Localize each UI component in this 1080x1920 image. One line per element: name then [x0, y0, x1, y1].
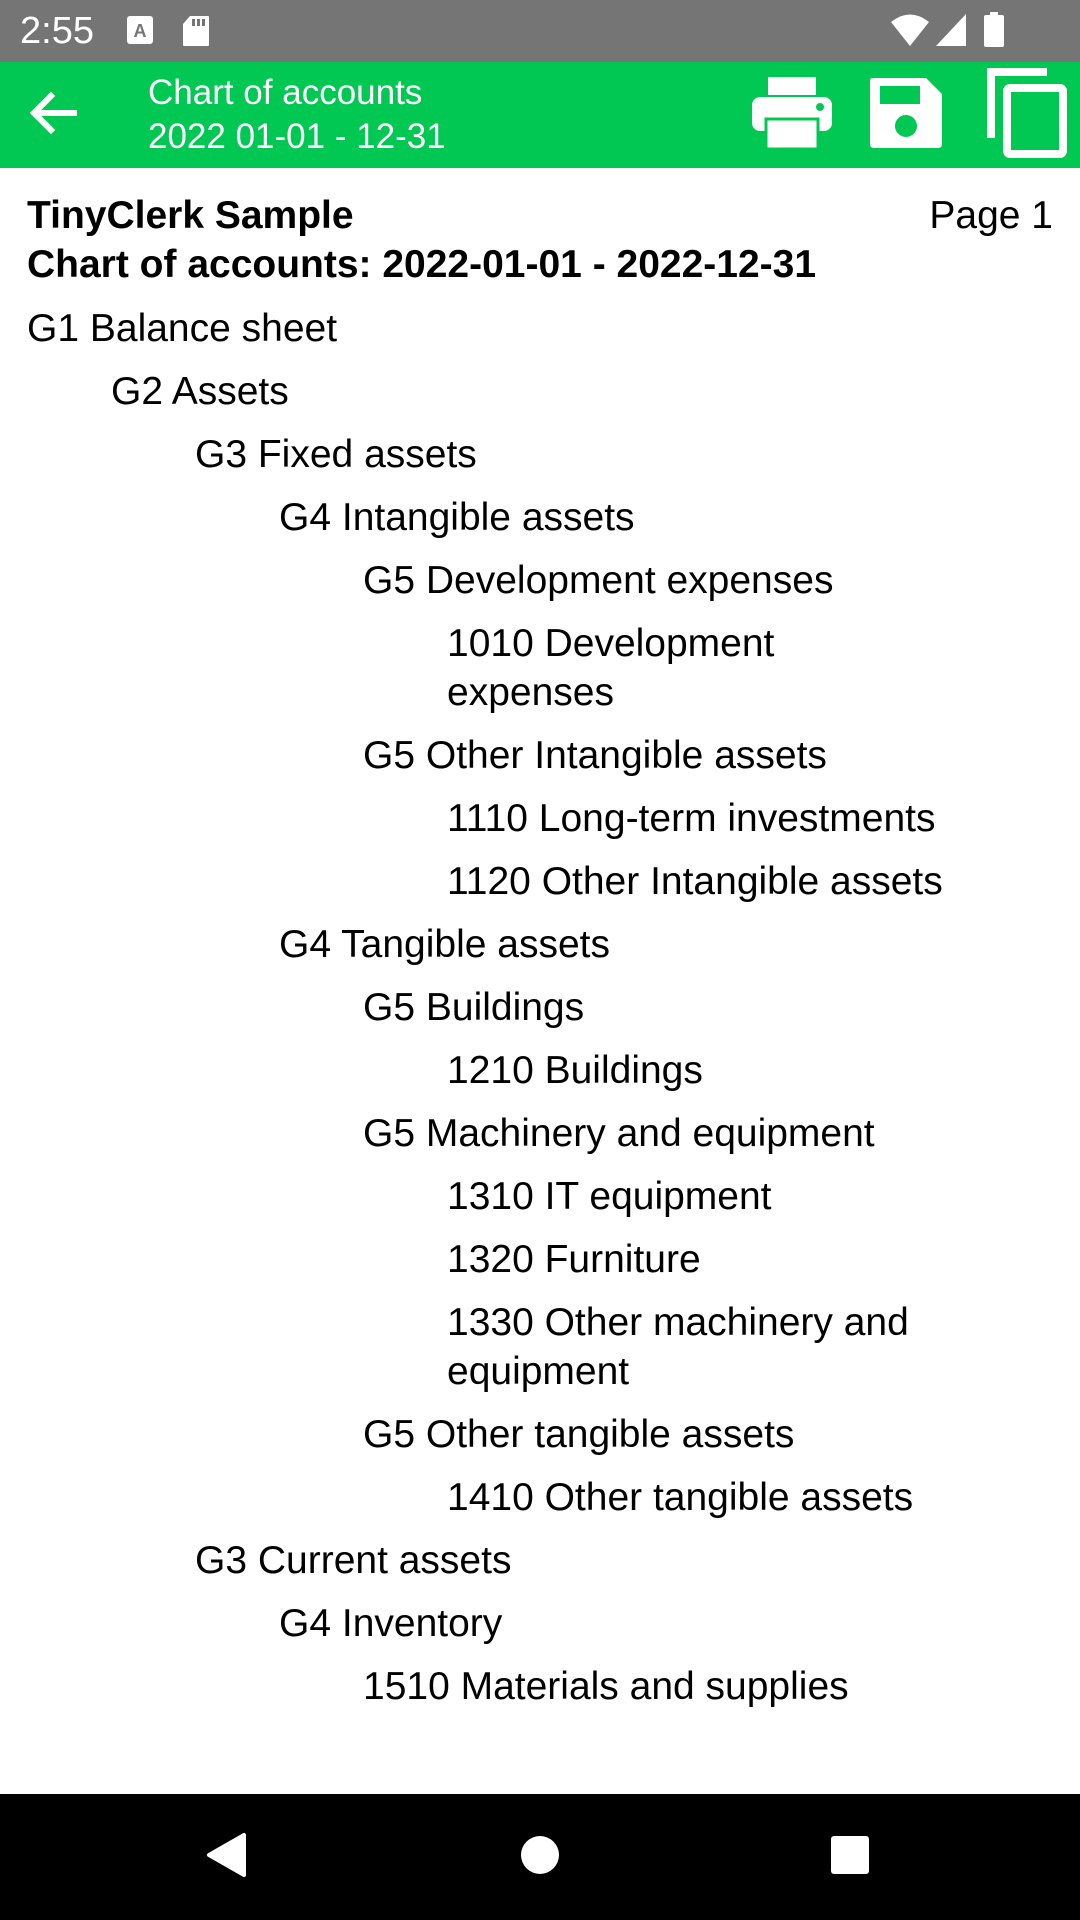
- account-row: 1210 Buildings: [447, 1049, 703, 1092]
- back-button[interactable]: [18, 82, 88, 148]
- account-group-row: G1 Balance sheet: [27, 307, 338, 350]
- account-group-row: G5 Development expenses: [363, 559, 834, 602]
- save-icon: [868, 76, 944, 155]
- account-row: 1310 IT equipment: [447, 1175, 772, 1218]
- save-button[interactable]: [862, 68, 950, 162]
- battery-icon: [983, 12, 1005, 53]
- account-group-row: G4 Intangible assets: [279, 496, 635, 539]
- account-group-row: G5 Machinery and equipment: [363, 1112, 875, 1155]
- arrow-back-icon: [29, 91, 77, 140]
- recents-square-icon: [829, 1834, 871, 1881]
- account-row: 1320 Furniture: [447, 1238, 701, 1281]
- account-group-row: G3 Fixed assets: [195, 433, 477, 476]
- report-page-number: Page 1: [929, 194, 1053, 237]
- account-group-row: G4 Inventory: [279, 1602, 503, 1645]
- account-row: 1510 Materials and supplies: [363, 1665, 849, 1708]
- account-group-row: G4 Tangible assets: [279, 923, 610, 966]
- keyboard-a-icon: [126, 15, 154, 50]
- account-group-row: G5 Other tangible assets: [363, 1413, 795, 1456]
- copy-icon: [985, 68, 1067, 163]
- copy-button[interactable]: [976, 68, 1076, 162]
- print-button[interactable]: [744, 68, 840, 162]
- report-company: TinyClerk Sample: [27, 194, 354, 237]
- report-view[interactable]: [0, 168, 1080, 1794]
- report-title: Chart of accounts: 2022-01-01 - 2022-12-31: [27, 243, 817, 286]
- account-row: 1010 Development expenses: [447, 622, 775, 714]
- app-bar: [0, 62, 1080, 168]
- nav-home-button[interactable]: [500, 1822, 580, 1892]
- app-bar-title: Chart of accounts: [148, 73, 423, 112]
- account-row: 1330 Other machinery and equipment: [447, 1301, 909, 1393]
- home-circle-icon: [519, 1834, 561, 1881]
- account-group-row: G2 Assets: [111, 370, 289, 413]
- signal-icon: [935, 13, 967, 52]
- account-group-row: G3 Current assets: [195, 1539, 512, 1582]
- nav-recents-button[interactable]: [810, 1822, 890, 1892]
- navigation-bar: [0, 1794, 1080, 1920]
- sd-card-icon: [182, 15, 210, 52]
- account-group-row: G5 Buildings: [363, 986, 585, 1029]
- svg-text:A: A: [133, 21, 147, 41]
- status-bar: [0, 0, 1080, 62]
- status-time: 2:55: [20, 10, 94, 52]
- account-row: 1110 Long-term investments: [447, 797, 936, 840]
- wifi-icon: [890, 13, 930, 52]
- nav-back-button[interactable]: [186, 1822, 266, 1892]
- back-triangle-icon: [204, 1831, 248, 1884]
- account-row: 1120 Other Intangible assets: [447, 860, 943, 903]
- account-group-row: G5 Other Intangible assets: [363, 734, 827, 777]
- account-row: 1410 Other tangible assets: [447, 1476, 914, 1519]
- print-icon: [750, 75, 834, 156]
- app-bar-subtitle: 2022 01-01 - 12-31: [148, 117, 446, 156]
- account-tree: [0, 168, 1080, 1794]
